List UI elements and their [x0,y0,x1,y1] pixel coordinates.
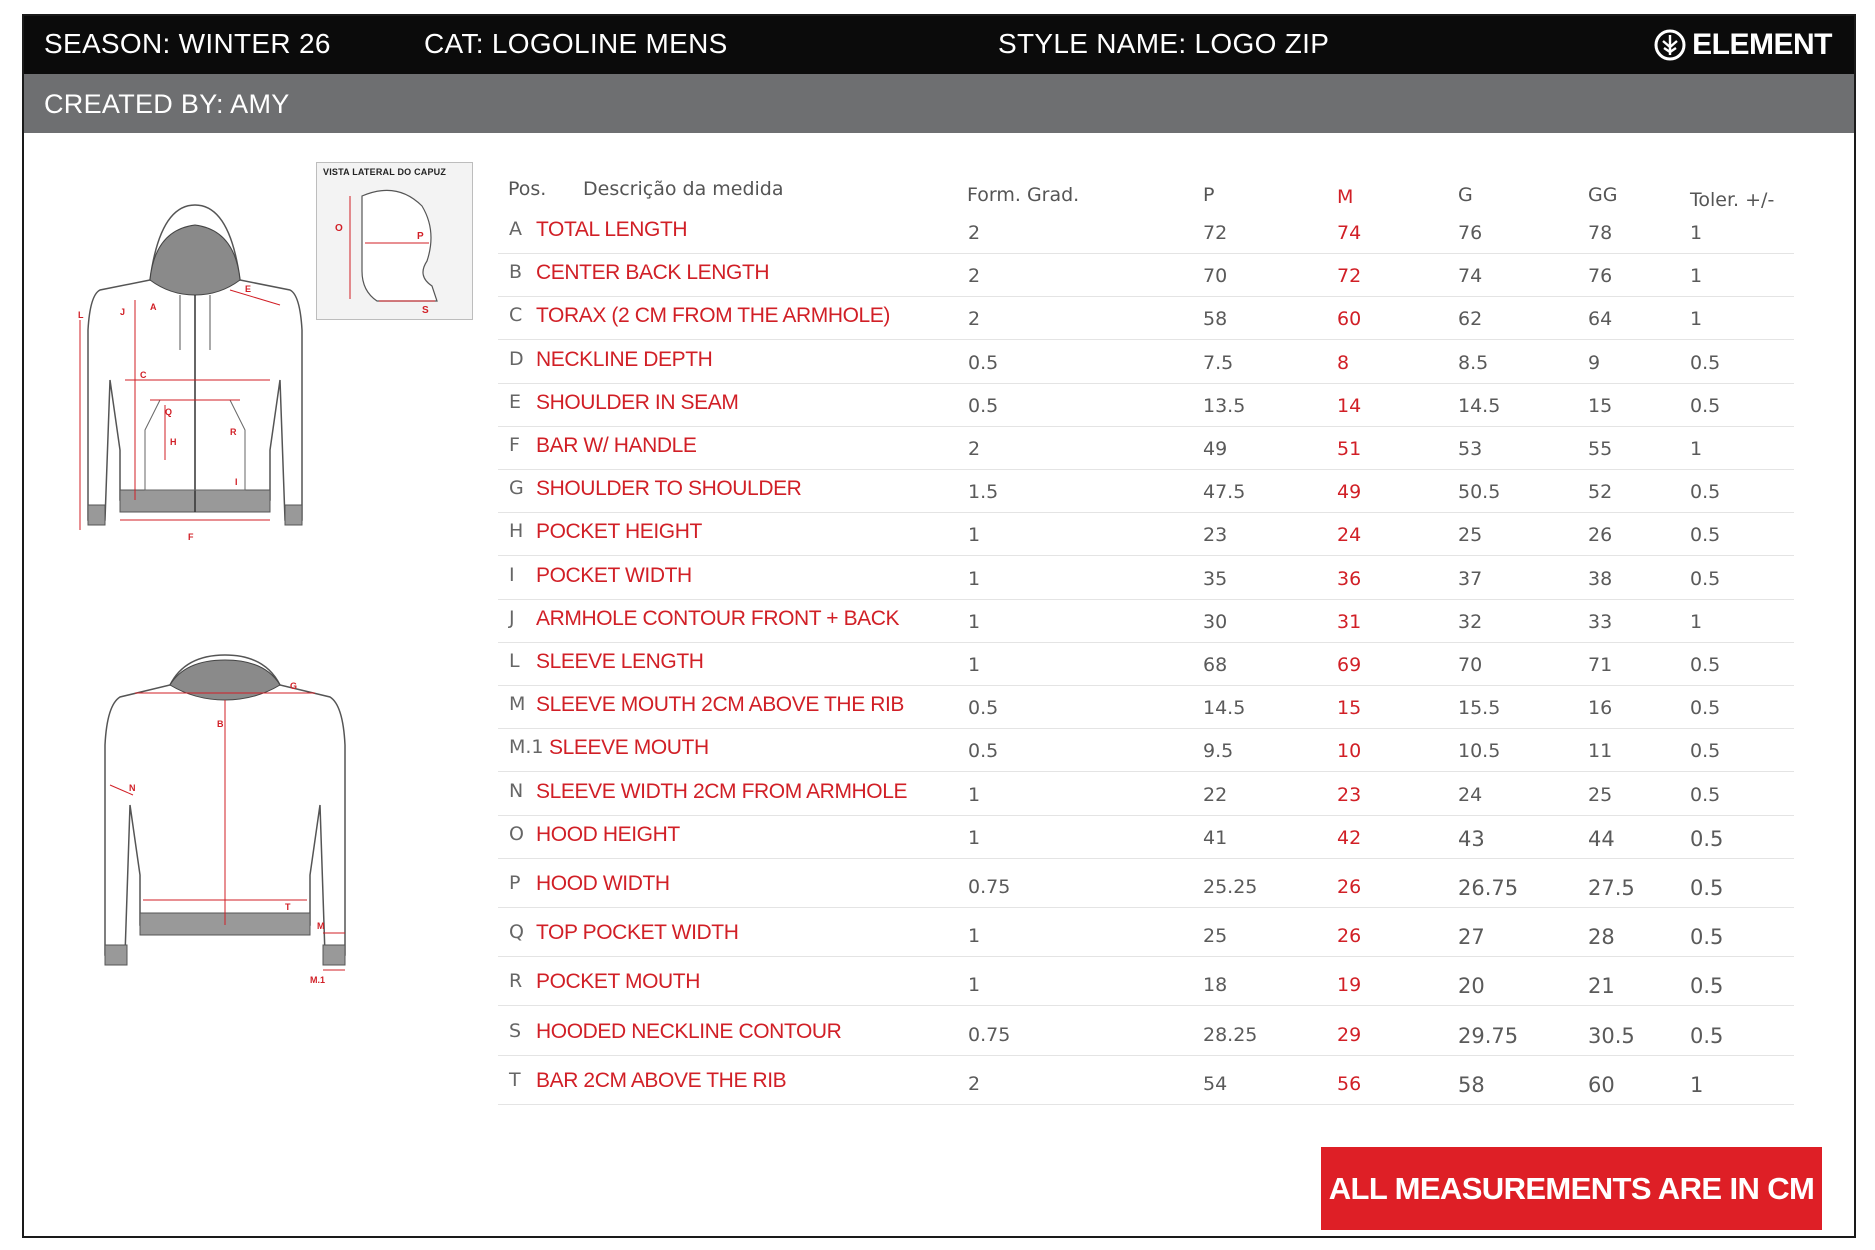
cell-pos: O [509,822,524,845]
header-g: G [1458,184,1473,206]
cell-gg: 78 [1588,222,1613,244]
hood-side-view [316,162,473,320]
cell-desc: TOP POCKET WIDTH [536,921,739,945]
cell-m: 60 [1337,308,1362,331]
row-divider [498,1005,1794,1006]
cell-gg: 64 [1588,308,1613,331]
cell-g: 70 [1458,654,1483,676]
back-label-t: T [285,902,291,912]
cell-m: 15 [1337,697,1362,720]
row-divider [498,728,1794,729]
cell-gg: 55 [1588,438,1613,460]
label-q: Q [165,407,173,417]
cell-g: 26.75 [1458,876,1519,900]
cell-tol: 0.5 [1690,697,1721,720]
cell-pos: F [509,434,520,456]
cell-gg: 52 [1588,481,1613,504]
header-gg: GG [1588,184,1618,206]
cell-grad: 1 [968,524,981,547]
cell-g: 8.5 [1458,351,1489,374]
cell-p: 58 [1203,308,1228,331]
cell-desc: HOODED NECKLINE CONTOUR [536,1019,842,1043]
header-description: Descrição da medida [583,178,784,200]
cell-desc: SLEEVE MOUTH [549,736,709,760]
cell-gg: 11 [1588,740,1613,763]
cell-p: 54 [1203,1072,1228,1095]
cell-desc: TORAX (2 CM FROM THE ARMHOLE) [536,304,890,328]
cell-g: 25 [1458,524,1483,547]
row-divider [498,512,1794,513]
cell-gg: 15 [1588,394,1613,417]
cell-m: 56 [1337,1072,1362,1095]
cell-tol: 0.5 [1690,783,1721,806]
header-m: M [1337,186,1354,208]
cell-grad: 0.5 [968,394,999,417]
cell-desc: POCKET MOUTH [536,970,700,994]
style-name-label: STYLE NAME: LOGO ZIP [998,28,1330,59]
row-divider [498,555,1794,556]
cell-grad: 2 [968,308,981,331]
cell-tol: 0.5 [1690,876,1724,900]
back-label-g: G [290,681,298,691]
cell-g: 43 [1458,826,1485,851]
row-divider [498,426,1794,427]
cell-g: 10.5 [1458,740,1501,763]
cell-grad: 1 [968,783,981,806]
cell-desc: ARMHOLE CONTOUR FRONT + BACK [536,606,900,630]
cell-m: 10 [1337,740,1362,763]
cell-desc: TOTAL LENGTH [536,218,688,241]
cell-p: 22 [1203,783,1228,806]
cell-tol: 0.5 [1690,1023,1724,1048]
cell-g: 76 [1458,222,1483,244]
cell-m: 31 [1337,610,1362,633]
row-divider [498,1104,1794,1105]
cell-gg: 25 [1588,783,1613,806]
element-tree-icon [1654,29,1686,61]
row-divider [498,296,1794,297]
cell-grad: 2 [968,222,981,244]
cell-gg: 30.5 [1588,1023,1635,1048]
cell-desc: POCKET HEIGHT [536,520,702,544]
row-divider [498,339,1794,340]
cell-tol: 1 [1690,1072,1704,1097]
hood-label-o: O [335,223,343,234]
row-divider [498,815,1794,816]
cell-m: 69 [1337,654,1362,676]
cell-tol: 1 [1690,308,1703,331]
cell-g: 74 [1458,265,1483,288]
cell-m: 74 [1337,222,1362,244]
label-f: F [188,532,194,542]
label-c: C [140,370,147,380]
cell-g: 15.5 [1458,697,1501,720]
cell-g: 24 [1458,783,1483,806]
cell-g: 50.5 [1458,481,1501,504]
back-hoodie-sketch [95,655,355,985]
cell-grad: 2 [968,438,981,460]
cell-gg: 38 [1588,567,1613,590]
row-divider [498,685,1794,686]
cell-g: 53 [1458,438,1483,460]
cell-gg: 26 [1588,524,1613,547]
back-label-b: B [217,719,224,729]
cell-g: 62 [1458,308,1483,331]
cell-desc: NECKLINE DEPTH [536,347,713,371]
row-divider [498,858,1794,859]
row-divider [498,642,1794,643]
brand-wordmark: ELEMENT [1692,28,1832,61]
cell-g: 14.5 [1458,394,1501,417]
cell-grad: 1.5 [968,481,999,504]
cell-g: 37 [1458,567,1483,590]
back-label-m1: M.1 [310,975,326,985]
cell-gg: 33 [1588,610,1613,633]
row-divider [498,771,1794,772]
cell-desc: POCKET WIDTH [536,563,692,587]
cell-grad: 2 [968,1072,981,1095]
cell-desc: BAR 2CM ABOVE THE RIB [536,1068,787,1092]
label-l: L [78,310,84,320]
cell-tol: 1 [1690,610,1703,633]
label-i: I [235,477,238,487]
cell-grad: 2 [968,265,981,288]
cell-desc: SLEEVE WIDTH 2CM FROM ARMHOLE [536,779,908,803]
header-tolerance: Toler. +/- [1690,189,1775,211]
cell-m: 26 [1337,925,1362,948]
cell-tol: 0.5 [1690,524,1721,547]
header-grad: Form. Grad. [967,184,1080,206]
cell-tol: 0.5 [1690,351,1721,374]
cell-pos: R [509,970,523,993]
cell-tol: 0.5 [1690,925,1724,950]
row-divider [498,469,1794,470]
cell-grad: 1 [968,974,981,997]
row-divider [498,383,1794,384]
label-r: R [230,427,237,437]
cell-m: 72 [1337,265,1362,288]
cell-pos: C [509,304,523,327]
cell-p: 49 [1203,438,1228,460]
cell-pos: S [509,1019,522,1042]
cell-m: 36 [1337,567,1362,590]
cell-desc: HOOD WIDTH [536,872,670,895]
label-a: A [150,302,157,312]
cell-m: 29 [1337,1023,1362,1046]
back-label-m: M [317,921,325,931]
cell-p: 18 [1203,974,1228,997]
cell-m: 19 [1337,974,1362,997]
cell-gg: 28 [1588,925,1615,950]
cell-gg: 9 [1588,351,1601,374]
cell-p: 68 [1203,654,1228,676]
hood-side-view-caption: VISTA LATERAL DO CAPUZ [323,167,447,177]
cell-grad: 0.75 [968,1023,1011,1046]
cell-desc: SHOULDER IN SEAM [536,390,739,414]
label-h: H [170,437,177,447]
cell-pos: A [509,218,522,240]
cell-desc: HOOD HEIGHT [536,822,680,846]
hood-label-s: S [422,305,429,316]
header-pos: Pos. [508,178,547,200]
cell-grad: 1 [968,925,981,948]
cell-pos: M.1 [509,736,544,759]
cell-gg: 16 [1588,697,1613,720]
cell-p: 35 [1203,567,1228,590]
cell-gg: 60 [1588,1072,1615,1097]
cell-grad: 1 [968,567,981,590]
cell-p: 23 [1203,524,1228,547]
cell-m: 24 [1337,524,1362,547]
brand-logo [1654,26,1832,64]
cell-m: 23 [1337,783,1362,806]
cell-p: 7.5 [1203,351,1234,374]
cell-pos: N [509,779,524,802]
cell-pos: D [509,347,524,370]
back-label-n: N [129,783,136,793]
cell-m: 51 [1337,438,1362,460]
cell-tol: 0.5 [1690,826,1724,851]
cell-p: 72 [1203,222,1228,244]
cell-pos: B [509,261,523,284]
units-note-banner: ALL MEASUREMENTS ARE IN CM [1321,1147,1822,1230]
cell-p: 30 [1203,610,1228,633]
cell-g: 58 [1458,1072,1485,1097]
cell-m: 8 [1337,351,1350,374]
cell-tol: 0.5 [1690,394,1721,417]
cell-p: 47.5 [1203,481,1246,504]
cell-grad: 1 [968,654,981,676]
cell-grad: 0.5 [968,740,999,763]
row-divider [498,956,1794,957]
cell-grad: 1 [968,610,981,633]
cell-pos: I [509,563,515,586]
cell-desc: CENTER BACK LENGTH [536,261,770,285]
hood-label-p: P [417,231,424,242]
cell-pos: P [509,872,521,894]
cell-p: 41 [1203,826,1228,849]
cell-grad: 0.5 [968,697,999,720]
cell-m: 14 [1337,394,1362,417]
cell-tol: 1 [1690,265,1703,288]
cell-tol: 1 [1690,438,1703,460]
cell-p: 9.5 [1203,740,1234,763]
front-hoodie-sketch [80,200,310,550]
hood-side-sketch [317,181,472,317]
created-by-label: CREATED BY: AMY [44,89,290,119]
cell-pos: J [509,606,515,629]
cell-g: 27 [1458,925,1485,950]
cell-g: 32 [1458,610,1483,633]
cell-pos: T [509,1068,521,1091]
label-j: J [120,307,126,317]
cell-p: 25 [1203,925,1228,948]
cell-p: 14.5 [1203,697,1246,720]
cell-pos: Q [509,921,524,944]
cell-tol: 0.5 [1690,481,1721,504]
cell-tol: 0.5 [1690,567,1721,590]
cell-m: 42 [1337,826,1362,849]
category-label: CAT: LOGOLINE MENS [424,28,728,59]
cell-p: 70 [1203,265,1228,288]
cell-grad: 1 [968,826,981,849]
subheader-bar [24,74,1854,133]
row-divider [498,907,1794,908]
cell-p: 13.5 [1203,394,1246,417]
cell-grad: 0.5 [968,351,999,374]
cell-tol: 1 [1690,222,1703,244]
cell-m: 49 [1337,481,1362,504]
cell-tol: 0.5 [1690,974,1724,999]
label-e: E [245,284,252,294]
cell-pos: L [509,650,520,672]
cell-p: 28.25 [1203,1023,1258,1046]
row-divider [498,1055,1794,1056]
cell-m: 26 [1337,876,1362,898]
cell-gg: 44 [1588,826,1615,851]
cell-gg: 76 [1588,265,1613,288]
cell-grad: 0.75 [968,876,1011,898]
cell-gg: 21 [1588,974,1615,999]
cell-desc: SHOULDER TO SHOULDER [536,477,802,501]
cell-p: 25.25 [1203,876,1258,898]
cell-gg: 27.5 [1588,876,1635,900]
row-divider [498,599,1794,600]
cell-pos: M [509,693,526,716]
cell-pos: E [509,390,522,413]
season-label: SEASON: WINTER 26 [44,28,331,59]
header-bar [24,16,1854,74]
cell-tol: 0.5 [1690,654,1721,676]
cell-desc: SLEEVE MOUTH 2CM ABOVE THE RIB [536,693,905,717]
cell-pos: H [509,520,524,543]
cell-desc: SLEEVE LENGTH [536,650,704,673]
header-p: P [1203,184,1215,206]
cell-gg: 71 [1588,654,1613,676]
cell-pos: G [509,477,524,500]
cell-tol: 0.5 [1690,740,1721,763]
row-divider [498,253,1794,254]
cell-g: 20 [1458,974,1485,999]
cell-g: 29.75 [1458,1023,1519,1048]
cell-desc: BAR W/ HANDLE [536,434,697,457]
